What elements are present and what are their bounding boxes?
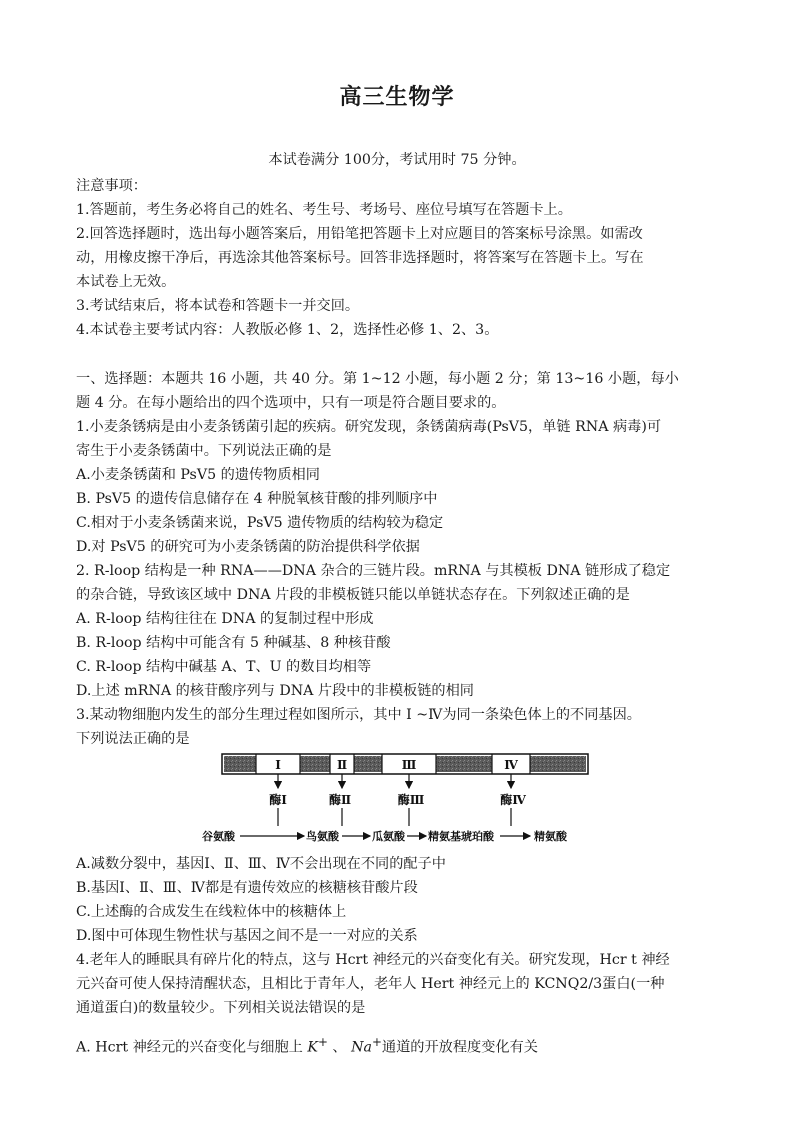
dark-segment bbox=[224, 756, 256, 772]
q2-option-d: D.上述 mRNA 的核苷酸序列与 DNA 片段中的非模板链的相同 bbox=[76, 683, 474, 699]
ion-separator: 、 bbox=[327, 1039, 347, 1056]
sodium-ion: Na bbox=[351, 1039, 372, 1056]
q3-stem-2: 下列说法正确的是 bbox=[76, 731, 190, 747]
q3-option-d: D.图中可体现生物性状与基因之间不是一一对应的关系 bbox=[76, 928, 418, 944]
gene-label-2: Ⅱ bbox=[336, 758, 348, 772]
dark-segment bbox=[436, 756, 492, 772]
q1-stem-2: 寄生于小麦条锈菌中。下列说法正确的是 bbox=[76, 443, 332, 459]
exam-info: 本试卷满分 100分，考试用时 75 分钟。 bbox=[268, 152, 526, 168]
q2-stem-1: 2. R-loop 结构是一种 RNA——DNA 杂合的三链片段。mRNA 与其模板 DNA 链形成了稳定 bbox=[76, 563, 671, 579]
product-label-1: 谷氨酸 bbox=[202, 830, 235, 843]
section-heading-line-2: 题 4 分。在每小题给出的四个选项中，只有一项是符合题目要求的。 bbox=[76, 395, 506, 411]
q1-option-d: D.对 PsV5 的研究可为小麦条锈菌的防治提供科学依据 bbox=[76, 539, 420, 555]
notice-line-4: 4.本试卷主要考试内容：人教版必修 1、2，选择性必修 1、2、3。 bbox=[76, 322, 499, 338]
product-label-2: 鸟氨酸 bbox=[306, 830, 339, 843]
notice-line-1: 1.答题前，考生务必将自己的姓名、考生号、考场号、座位号填写在答题卡上。 bbox=[76, 202, 572, 218]
notice-heading: 注意事项： bbox=[76, 178, 147, 194]
q2-option-c: C. R-loop 结构中碱基 A、T、U 的数目均相等 bbox=[76, 659, 372, 675]
q1-option-b: B. PsV5 的遗传信息储存在 4 种脱氧核苷酸的排列顺序中 bbox=[76, 491, 438, 507]
q4-stem-2: 元兴奋可使人保持清醒状态，且相比于青年人，老年人 Hert 神经元上的 KCNQ2/3蛋白(一种 bbox=[76, 976, 665, 992]
q3-option-c: C.上述酶的合成发生在线粒体中的核糖体上 bbox=[76, 904, 347, 920]
q1-option-a: A.小麦条锈菌和 PsV5 的遗传物质相同 bbox=[76, 467, 320, 483]
section-heading-line-1: 一、选择题：本题共 16 小题，共 40 分。第 1~12 小题，每小题 2 分；第 13~16 小题，每小 bbox=[76, 371, 679, 387]
q4-option-a bbox=[76, 1030, 722, 1060]
q2-option-b: B. R-loop 结构中可能含有 5 种碱基、8 种核苷酸 bbox=[76, 635, 391, 651]
product-label-3: 瓜氨酸 bbox=[372, 830, 405, 843]
q4-stem-3: 通道蛋白)的数量较少。下列相关说法错误的是 bbox=[76, 1000, 366, 1016]
q1-stem-1: 1.小麦条锈病是由小麦条锈菌引起的疾病。研究发现，条锈菌病毒(PsV5，单链 RNA 病毒)可 bbox=[76, 419, 662, 435]
q1-option-c: C.相对于小麦条锈菌来说，PsV5 遗传物质的结构较为稳定 bbox=[76, 515, 444, 531]
q2-stem-2: 的杂合链，导致该区域中 DNA 片段的非模板链只能以单链状态存在。下列叙述正确的是 bbox=[76, 587, 630, 603]
notice-line-2a: 2.回答选择题时，选出每小题答案后，用铅笔把答题卡上对应题目的答案标号涂黑。如需改 bbox=[76, 226, 643, 242]
potassium-ion: K bbox=[307, 1039, 318, 1056]
notice-line-2b: 动，用橡皮擦干净后，再选涂其他答案标号。回答非选择题时，将答案写在答题卡上。写在 bbox=[76, 250, 644, 266]
q3-option-b: B.基因Ⅰ、Ⅱ、Ⅲ、Ⅳ都是有遗传效应的核糖核苷酸片段 bbox=[76, 880, 418, 896]
notice-line-3: 3.考试结束后，将本试卷和答题卡一并交回。 bbox=[76, 298, 360, 314]
product-label-5: 精氨酸 bbox=[534, 830, 567, 843]
enzyme-label-1: 酶Ⅰ bbox=[269, 793, 287, 807]
q4-stem-1: 4.老年人的睡眠具有碎片化的特点，这与 Hcrt 神经元的兴奋变化有关。研究发现，Hcr t 神经 bbox=[76, 952, 670, 968]
plus-sign: + bbox=[371, 1035, 382, 1049]
gene-pathway-diagram bbox=[202, 752, 590, 844]
dark-segment bbox=[530, 756, 586, 772]
product-label-4: 精氨基琥珀酸 bbox=[428, 830, 494, 843]
q4-option-a-suffix: 通道的开放程度变化有关 bbox=[381, 1039, 538, 1056]
plus-sign: + bbox=[317, 1035, 328, 1049]
dark-segment bbox=[300, 756, 330, 772]
gene-label-4: Ⅳ bbox=[504, 758, 518, 772]
gene-label-3: Ⅲ bbox=[401, 758, 417, 772]
q4-option-a-prefix: A. Hcrt 神经元的兴奋变化与细胞上 bbox=[76, 1039, 303, 1056]
page-title: 高三生物学 bbox=[339, 85, 455, 110]
enzyme-label-2: 酶Ⅱ bbox=[328, 793, 352, 807]
q3-option-a: A.减数分裂中，基因Ⅰ、Ⅱ、Ⅲ、Ⅳ不会出现在不同的配子中 bbox=[76, 856, 446, 872]
dark-segment bbox=[354, 756, 382, 772]
notice-line-2c: 本试卷上无效。 bbox=[76, 274, 176, 290]
enzyme-label-3: 酶Ⅲ bbox=[397, 793, 425, 807]
gene-label-1: Ⅰ bbox=[275, 758, 281, 772]
enzyme-label-4: 酶Ⅳ bbox=[500, 793, 526, 807]
q2-option-a: A. R-loop 结构往往在 DNA 的复制过程中形成 bbox=[76, 611, 374, 627]
q3-stem-1: 3.某动物细胞内发生的部分生理过程如图所示，其中 I ~Ⅳ为同一条染色体上的不同基因。 bbox=[76, 707, 641, 723]
